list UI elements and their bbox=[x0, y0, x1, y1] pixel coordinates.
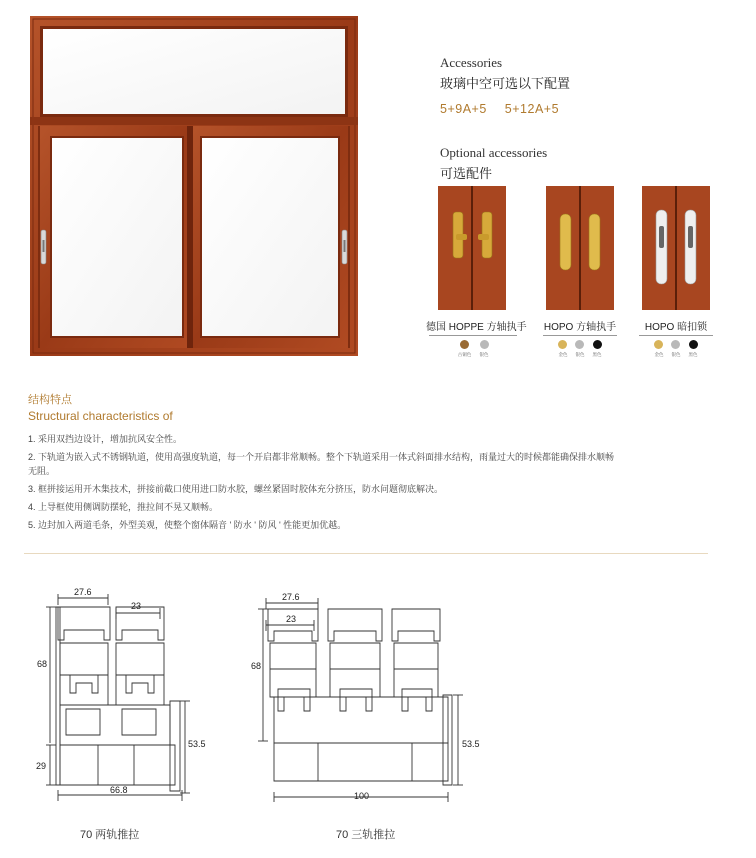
optional-accessories-section bbox=[440, 145, 547, 182]
swatch-dot bbox=[558, 340, 567, 349]
dim-bottom-height: 29 bbox=[36, 761, 47, 771]
feature-item: 5. 边封加入两道毛条，外型美观，使整个窗体隔音 ' 防水 ' 防风 ' 性能更加优越。 bbox=[28, 520, 347, 530]
two-track-profile-drawing bbox=[30, 585, 210, 810]
feature-item: 3. 框拼接运用开木集技术，拼接前截口使用进口防水胶，螺丝紧固时胶体充分挤压，防水问题彻底解决。 bbox=[28, 484, 444, 494]
handle-card-hopo-lock bbox=[636, 186, 716, 358]
glass-options bbox=[440, 102, 570, 116]
swatch-gold bbox=[654, 340, 664, 358]
handle-name-hoppe: 德国 HOPPE 方轴执手 bbox=[426, 322, 527, 333]
swatch-dot bbox=[689, 340, 698, 349]
swatch-label: 银色 bbox=[575, 352, 585, 358]
handle-divider bbox=[543, 335, 617, 336]
structural-characteristics-section bbox=[28, 391, 718, 536]
structure-title-cn: 结构特点 bbox=[28, 394, 72, 406]
dim-sash-width: 23 bbox=[286, 614, 297, 624]
accessories-title-cn: 玻璃中空可选以下配置 bbox=[440, 76, 571, 91]
swatch-dot bbox=[575, 340, 584, 349]
dim-left-height: 68 bbox=[251, 661, 262, 671]
left-sash-glass bbox=[52, 138, 182, 336]
section-divider bbox=[24, 553, 708, 554]
swatch-label: 银色 bbox=[671, 352, 681, 358]
three-track-profile-drawing bbox=[248, 585, 498, 810]
glass-option-1: 5+9A+5 bbox=[440, 102, 487, 116]
dim-right-height: 53.5 bbox=[188, 739, 206, 749]
swatch-label: 银色 bbox=[479, 352, 489, 358]
swatch-label: 古铜色 bbox=[457, 352, 472, 358]
sliding-window-illustration bbox=[30, 16, 358, 356]
right-sash-glass bbox=[202, 138, 338, 336]
swatch-dot bbox=[460, 340, 469, 349]
two-track-caption: 70 两轨推拉 bbox=[80, 829, 140, 841]
accessories-title-en: Accessories bbox=[440, 55, 503, 70]
structure-title-en: Structural characteristics of bbox=[28, 409, 173, 423]
color-swatches-hoppe bbox=[426, 340, 520, 358]
dim-top-width: 27.6 bbox=[282, 592, 300, 602]
glass-option-2: 5+12A+5 bbox=[504, 102, 560, 116]
hopo-lock-photo bbox=[642, 186, 710, 310]
handle-divider bbox=[429, 335, 517, 336]
handle-card-hoppe bbox=[426, 186, 527, 358]
swatch-label: 黑色 bbox=[592, 352, 602, 358]
dim-total-width: 66.8 bbox=[110, 785, 128, 795]
swatch-dot bbox=[654, 340, 663, 349]
handle-name-hopo-lock: HOPO 暗扣锁 bbox=[644, 322, 708, 333]
swatch-dot bbox=[593, 340, 602, 349]
feature-item: 1. 采用双挡边设计，增加抗风安全性。 bbox=[28, 434, 183, 444]
swatch-silver bbox=[671, 340, 681, 358]
color-swatches-hopo-square bbox=[540, 340, 620, 358]
swatch-dot bbox=[671, 340, 680, 349]
hoppe-handle-photo bbox=[438, 186, 506, 310]
handle-divider bbox=[639, 335, 713, 336]
accessories-section bbox=[440, 55, 570, 116]
swatch-label: 黑色 bbox=[688, 352, 698, 358]
swatch-silver bbox=[479, 340, 489, 358]
optional-accessories-title-en: Optional accessories bbox=[440, 145, 548, 160]
swatch-black bbox=[592, 340, 602, 358]
handle-name-hopo-square: HOPO 方轴执手 bbox=[543, 322, 617, 333]
dim-right-height: 53.5 bbox=[462, 739, 480, 749]
dim-sash-width: 23 bbox=[131, 601, 142, 611]
transom-glass bbox=[43, 29, 345, 114]
swatch-black bbox=[688, 340, 698, 358]
swatch-label: 金色 bbox=[654, 352, 664, 358]
dim-top-width: 27.6 bbox=[74, 587, 92, 597]
swatch-label: 金色 bbox=[558, 352, 568, 358]
swatch-dot bbox=[480, 340, 489, 349]
color-swatches-hopo-lock bbox=[636, 340, 716, 358]
feature-item: 4. 上导框使用侧调防摆轮，推拉间不晃又顺畅。 bbox=[28, 502, 219, 512]
optional-accessories-title-cn: 可选配件 bbox=[440, 166, 493, 181]
feature-list bbox=[28, 432, 718, 532]
swatch-silver bbox=[575, 340, 585, 358]
dim-left-height: 68 bbox=[37, 659, 48, 669]
three-track-caption: 70 三轨推拉 bbox=[336, 829, 396, 841]
feature-item: 2. 下轨道为嵌入式不锈钢轨道，使用高强度轨道，每一个开启都非常顺畅。整个下轨道采用一体式斜面排水结构，雨量过大的时候都能确保排水顺畅无阻。 bbox=[28, 452, 615, 476]
hopo-square-handle-photo bbox=[546, 186, 614, 310]
handle-card-hopo-square bbox=[540, 186, 620, 358]
dim-total-width: 100 bbox=[354, 791, 370, 801]
swatch-bronze bbox=[457, 340, 472, 358]
swatch-gold bbox=[558, 340, 568, 358]
